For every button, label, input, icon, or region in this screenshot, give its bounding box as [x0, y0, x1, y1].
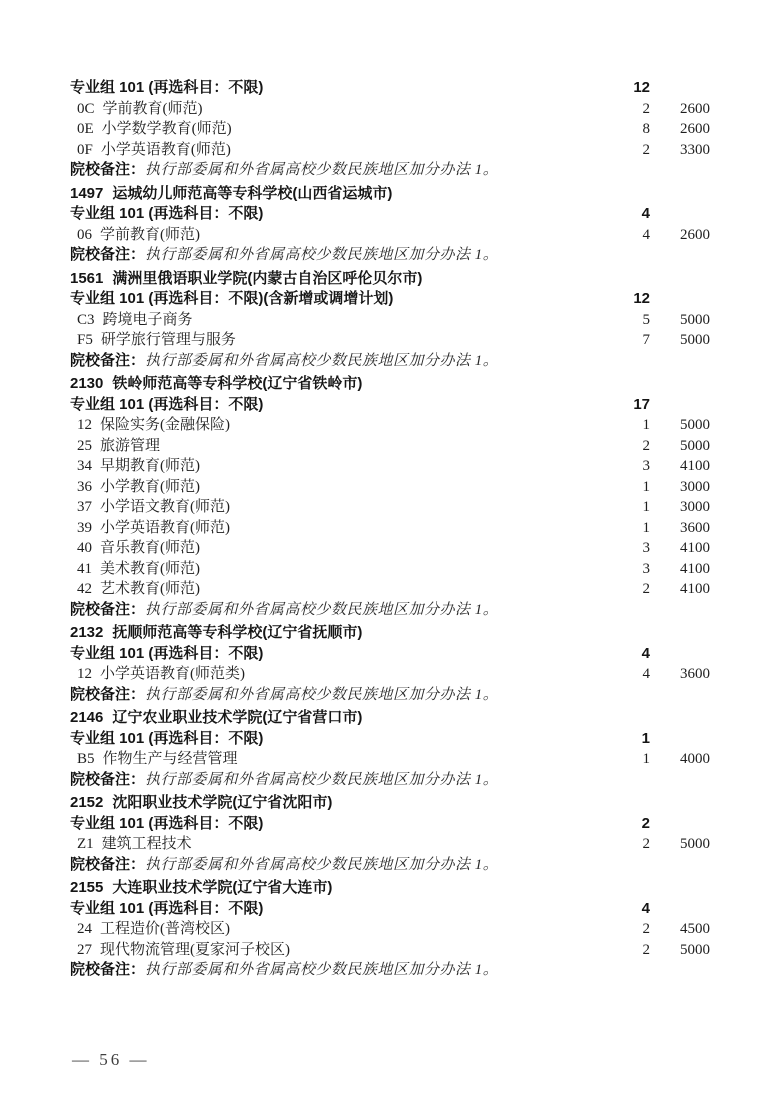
major-name: 小学英语教育(师范) — [100, 519, 230, 536]
school-section — [70, 184, 710, 266]
school-code: 1561 — [70, 269, 104, 287]
major-title — [77, 415, 610, 436]
major-name: 作物生产与经营管理 — [102, 751, 238, 767]
major-tuition-fee: 5000 — [680, 941, 710, 958]
major-tuition-fee: 5000 — [680, 332, 710, 348]
major-tuition-fee: 4100 — [680, 581, 710, 597]
school-section — [70, 269, 710, 372]
major-plan-count: 4 — [642, 226, 650, 243]
group-header-row — [70, 644, 710, 665]
major-tuition-fee: 4500 — [680, 921, 710, 937]
major-name: 工程造价(普湾校区) — [100, 921, 230, 937]
group-label: 专业组 101 (再选科目：不限) — [70, 395, 264, 413]
major-name: 旅游管理 — [100, 437, 161, 454]
major-tuition-fee: 5000 — [680, 437, 710, 454]
major-plan-count: 8 — [642, 121, 650, 137]
major-row — [70, 749, 710, 770]
major-name: 学前教育(师范) — [102, 100, 203, 117]
major-name: 建筑工程技术 — [101, 836, 192, 852]
remark-row — [70, 960, 710, 981]
major-row — [70, 497, 710, 518]
major-title — [77, 919, 610, 940]
group-plan-count: 12 — [633, 79, 650, 96]
school-name: 运城幼儿师范高等专科学校(山西省运城市) — [112, 184, 393, 202]
remark-row — [70, 855, 710, 876]
major-tuition-fee: 4100 — [680, 458, 710, 474]
remark-text: 执行部委属和外省属高校少数民族地区加分办法 1。 — [145, 686, 499, 703]
major-title — [77, 749, 610, 770]
major-row — [70, 559, 710, 580]
major-row — [70, 99, 710, 120]
major-title — [77, 664, 610, 685]
remark-label: 院校备注： — [70, 856, 146, 873]
major-name: 研学旅行管理与服务 — [100, 332, 236, 348]
remark-row — [70, 351, 710, 372]
remark-label: 院校备注： — [70, 962, 146, 978]
major-title — [77, 99, 610, 120]
major-code: 0E — [77, 121, 94, 137]
school-code: 1497 — [70, 184, 104, 202]
school-code: 2152 — [70, 794, 104, 811]
major-title — [77, 140, 610, 161]
major-title — [77, 579, 610, 600]
group-label: 专业组 101 (再选科目：不限) — [70, 205, 264, 222]
major-name: 小学教育(师范) — [100, 478, 200, 495]
remark-row — [70, 600, 710, 621]
major-row — [70, 834, 710, 855]
major-plan-count: 1 — [642, 478, 650, 495]
major-plan-count: 3 — [642, 458, 650, 474]
group-header-row — [70, 729, 710, 750]
major-name: 小学英语教育(师范类) — [100, 666, 245, 682]
major-row — [70, 940, 710, 961]
major-tuition-fee: 3000 — [680, 478, 710, 495]
major-tuition-fee: 2600 — [680, 121, 710, 137]
major-title — [77, 477, 610, 498]
major-title — [77, 497, 610, 518]
group-header-row — [70, 289, 710, 310]
group-header-row — [70, 204, 710, 225]
major-code: F5 — [77, 332, 93, 348]
major-code: 37 — [77, 499, 92, 515]
major-title — [77, 225, 610, 246]
major-plan-count: 7 — [642, 332, 650, 348]
group-label: 专业组 101 (再选科目：不限)(含新增或调增计划) — [70, 290, 394, 307]
remark-row — [70, 160, 710, 181]
major-plan-count: 2 — [642, 141, 650, 158]
major-code: 41 — [77, 560, 92, 577]
major-title — [77, 940, 610, 961]
major-plan-count: 3 — [642, 540, 650, 556]
major-plan-count: 5 — [642, 311, 650, 328]
major-plan-count: 1 — [642, 499, 650, 515]
remark-label: 院校备注： — [70, 686, 146, 703]
major-row — [70, 225, 710, 246]
group-label: 专业组 101 (再选科目：不限) — [70, 899, 264, 917]
school-name: 满洲里俄语职业学院(内蒙古自治区呼伦贝尔市) — [112, 269, 423, 287]
school-section — [70, 708, 710, 790]
school-name: 沈阳职业技术学院(辽宁省沈阳市) — [112, 794, 333, 811]
remark-text: 执行部委属和外省属高校少数民族地区加分办法 1。 — [145, 601, 499, 618]
major-name: 现代物流管理(夏家河子校区) — [100, 941, 290, 958]
major-plan-count: 2 — [642, 921, 650, 937]
school-section — [70, 78, 710, 181]
major-code: Z1 — [77, 836, 94, 852]
major-title — [77, 330, 610, 351]
major-title — [77, 456, 610, 477]
group-plan-count: 4 — [641, 205, 650, 222]
group-label: 专业组 101 (再选科目：不限) — [70, 79, 264, 96]
major-code: 40 — [77, 540, 92, 556]
major-title — [77, 119, 610, 140]
group-label: 专业组 101 (再选科目：不限) — [70, 644, 264, 662]
major-plan-count: 1 — [642, 519, 650, 536]
major-row — [70, 140, 710, 161]
major-plan-count: 1 — [642, 751, 650, 767]
major-tuition-fee: 2600 — [680, 100, 710, 117]
school-code: 2146 — [70, 709, 104, 726]
school-code: 2155 — [70, 879, 104, 896]
group-plan-count: 12 — [633, 290, 650, 307]
major-tuition-fee: 3600 — [680, 666, 710, 682]
major-code: 39 — [77, 519, 92, 536]
group-plan-count: 2 — [641, 814, 650, 832]
major-tuition-fee: 2600 — [680, 226, 710, 243]
remark-label: 院校备注： — [70, 601, 146, 618]
major-row — [70, 415, 710, 436]
group-label: 专业组 101 (再选科目：不限) — [70, 729, 264, 747]
school-header — [70, 793, 710, 814]
major-plan-count: 2 — [642, 941, 650, 958]
remark-text: 执行部委属和外省属高校少数民族地区加分办法 1。 — [145, 962, 499, 978]
major-tuition-fee: 3600 — [680, 519, 710, 536]
major-plan-count: 3 — [642, 560, 650, 577]
group-header-row — [70, 78, 710, 99]
major-plan-count: 2 — [642, 836, 650, 852]
major-title — [77, 538, 610, 559]
major-name: 小学数学教育(师范) — [101, 121, 232, 137]
major-code: 0F — [77, 141, 93, 158]
remark-row — [70, 685, 710, 706]
major-title — [77, 518, 610, 539]
major-row — [70, 119, 710, 140]
page-footer-number: — 56 — — [72, 1050, 150, 1069]
major-name: 保险实务(金融保险) — [100, 417, 230, 433]
remark-label: 院校备注： — [70, 352, 146, 369]
major-code: B5 — [77, 751, 95, 767]
major-code: 25 — [77, 437, 92, 454]
school-code: 2130 — [70, 375, 104, 392]
major-row — [70, 310, 710, 331]
school-name: 辽宁农业职业技术学院(辽宁省营口市) — [112, 709, 363, 726]
major-name: 音乐教育(师范) — [100, 540, 200, 556]
major-row — [70, 436, 710, 457]
group-header-row — [70, 899, 710, 920]
major-name: 跨境电子商务 — [102, 311, 193, 328]
major-title — [77, 559, 610, 580]
school-name: 铁岭师范高等专科学校(辽宁省铁岭市) — [112, 375, 363, 392]
major-title — [77, 436, 610, 457]
major-name: 美术教育(师范) — [100, 560, 200, 577]
major-title — [77, 834, 610, 855]
major-row — [70, 518, 710, 539]
major-name: 学前教育(师范) — [100, 226, 200, 243]
major-code: 27 — [77, 941, 92, 958]
major-plan-count: 2 — [642, 437, 650, 454]
major-name: 小学英语教育(师范) — [100, 141, 231, 158]
major-code: 06 — [77, 226, 92, 243]
group-label: 专业组 101 (再选科目：不限) — [70, 814, 264, 832]
group-header-row — [70, 814, 710, 835]
major-plan-count: 4 — [642, 666, 650, 682]
major-name: 小学语文教育(师范) — [100, 499, 230, 515]
major-name: 早期教育(师范) — [100, 458, 200, 474]
school-header — [70, 623, 710, 644]
major-code: C3 — [77, 311, 95, 328]
remark-label: 院校备注： — [70, 247, 146, 263]
major-code: 34 — [77, 458, 92, 474]
remark-text: 执行部委属和外省属高校少数民族地区加分办法 1。 — [145, 162, 499, 178]
major-code: 0C — [77, 100, 95, 117]
school-header — [70, 184, 710, 205]
remark-text: 执行部委属和外省属高校少数民族地区加分办法 1。 — [145, 771, 499, 788]
major-code: 36 — [77, 478, 92, 495]
group-plan-count: 4 — [641, 644, 650, 662]
group-plan-count: 17 — [633, 395, 650, 413]
school-section — [70, 623, 710, 705]
school-section — [70, 793, 710, 875]
remark-label: 院校备注： — [70, 771, 146, 788]
major-tuition-fee: 4100 — [680, 560, 710, 577]
major-code: 24 — [77, 921, 92, 937]
document-body — [70, 78, 710, 981]
major-tuition-fee: 4100 — [680, 540, 710, 556]
major-tuition-fee: 4000 — [680, 751, 710, 767]
major-row — [70, 664, 710, 685]
major-plan-count: 2 — [642, 100, 650, 117]
major-code: 12 — [77, 666, 92, 682]
major-plan-count: 2 — [642, 581, 650, 597]
school-section — [70, 374, 710, 620]
school-code: 2132 — [70, 624, 104, 641]
major-title — [77, 310, 610, 331]
remark-text: 执行部委属和外省属高校少数民族地区加分办法 1。 — [145, 247, 499, 263]
school-name: 抚顺师范高等专科学校(辽宁省抚顺市) — [112, 624, 363, 641]
remark-text: 执行部委属和外省属高校少数民族地区加分办法 1。 — [145, 856, 499, 873]
major-row — [70, 538, 710, 559]
group-header-row — [70, 395, 710, 416]
major-tuition-fee: 3000 — [680, 499, 710, 515]
major-code: 12 — [77, 417, 92, 433]
group-plan-count: 4 — [641, 899, 650, 917]
school-header — [70, 269, 710, 290]
school-header — [70, 708, 710, 729]
remark-text: 执行部委属和外省属高校少数民族地区加分办法 1。 — [145, 352, 499, 369]
group-plan-count: 1 — [641, 729, 650, 747]
school-section — [70, 878, 710, 981]
school-name: 大连职业技术学院(辽宁省大连市) — [112, 879, 333, 896]
school-header — [70, 374, 710, 395]
major-row — [70, 579, 710, 600]
remark-label: 院校备注： — [70, 162, 146, 178]
remark-row — [70, 770, 710, 791]
major-tuition-fee: 3300 — [680, 141, 710, 158]
major-tuition-fee: 5000 — [680, 311, 710, 328]
major-code: 42 — [77, 581, 92, 597]
major-row — [70, 919, 710, 940]
major-tuition-fee: 5000 — [680, 836, 710, 852]
major-name: 艺术教育(师范) — [100, 581, 200, 597]
major-row — [70, 330, 710, 351]
school-header — [70, 878, 710, 899]
major-row — [70, 456, 710, 477]
remark-row — [70, 245, 710, 266]
major-tuition-fee: 5000 — [680, 417, 710, 433]
major-plan-count: 1 — [642, 417, 650, 433]
major-row — [70, 477, 710, 498]
